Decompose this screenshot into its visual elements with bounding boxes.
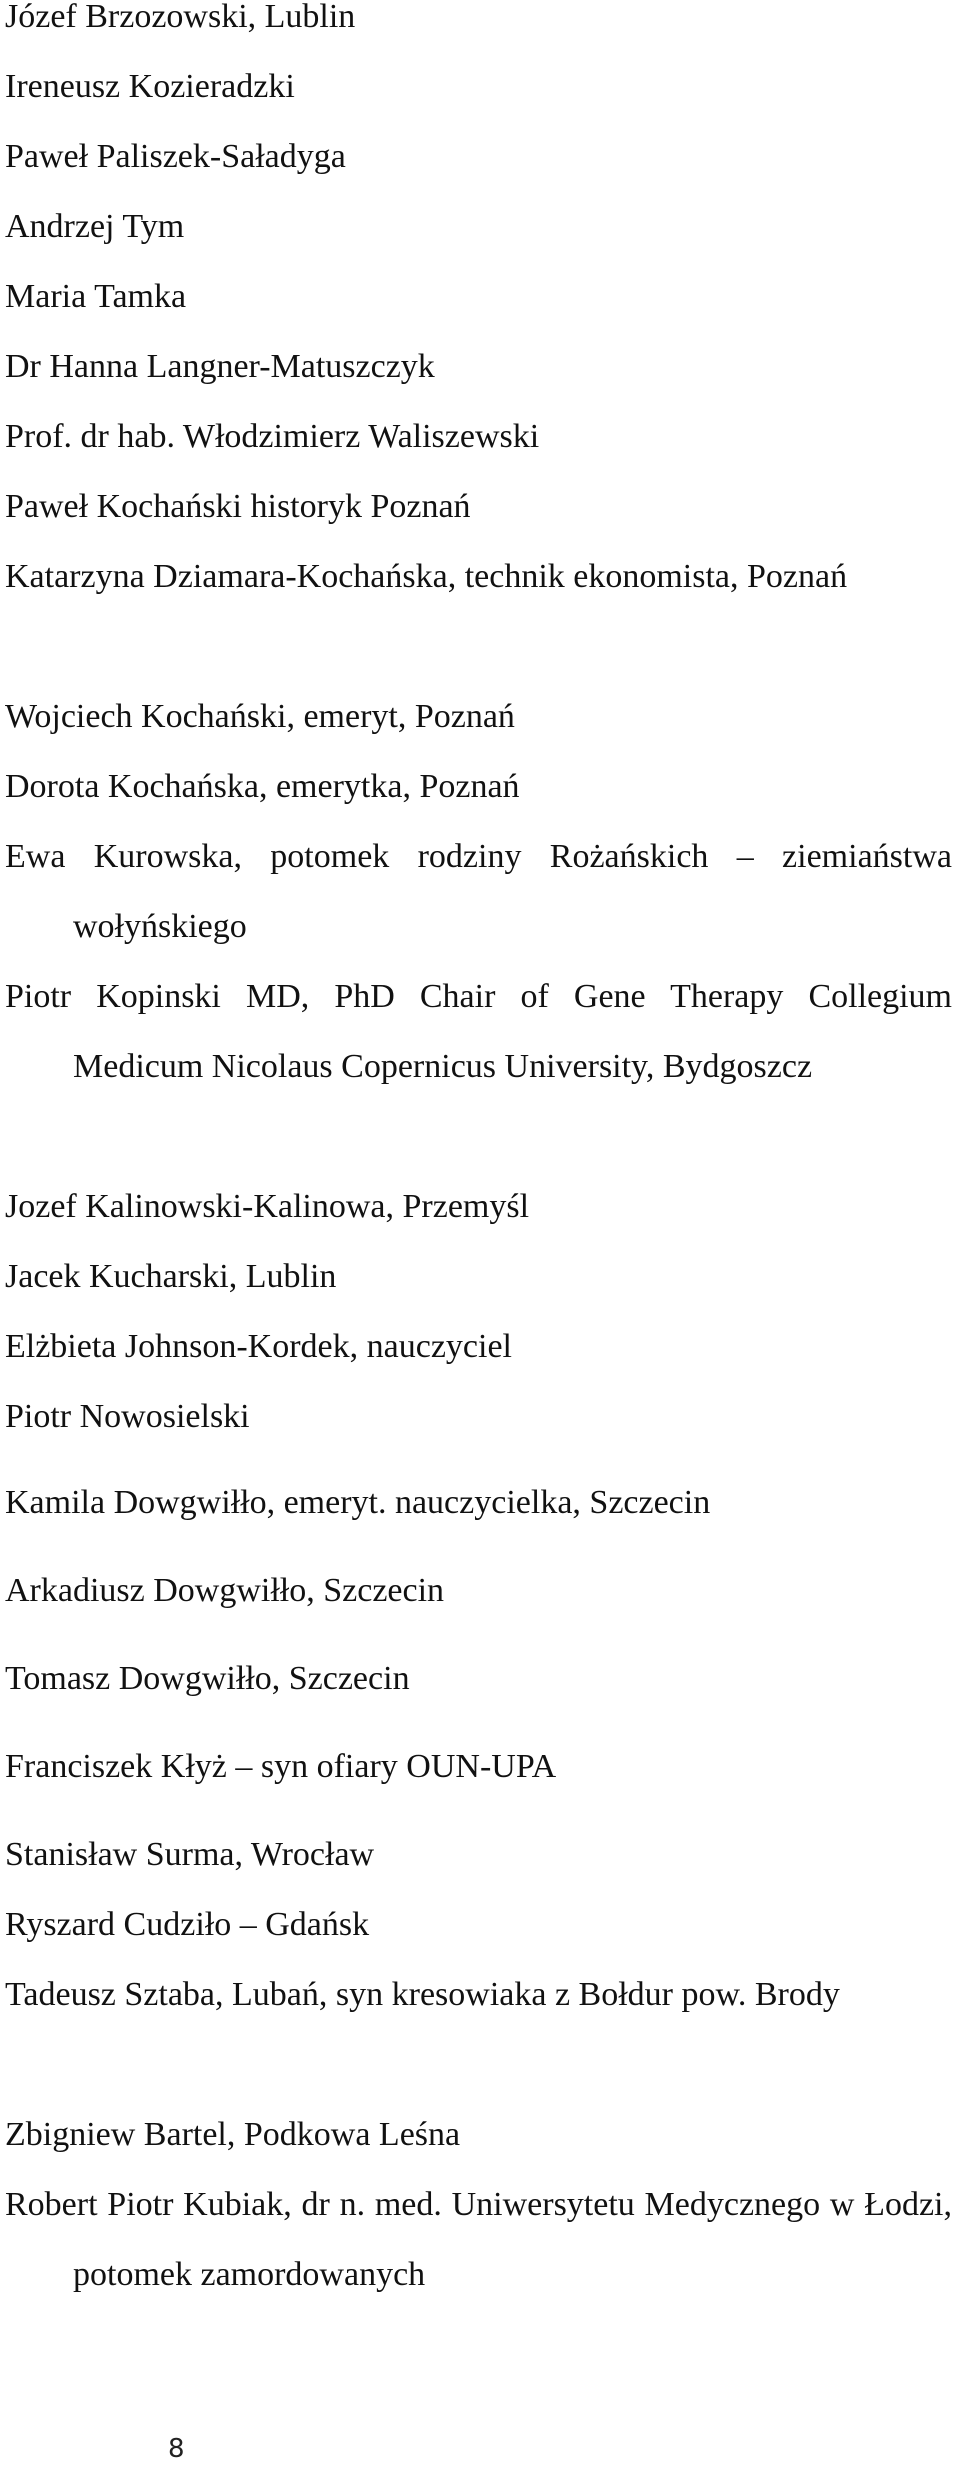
signatory-entry: Prof. dr hab. Włodzimierz Waliszewski [5, 418, 540, 455]
signatory-entry: Ryszard Cudziło – Gdańsk [5, 1906, 370, 1943]
signatory-entry: Piotr Kopinski MD, PhD Chair of Gene Therapy Collegium Medicum Nicolaus Copernicus University, Bydgoszcz [5, 978, 952, 1085]
signatory-entry: Jacek Kucharski, Lublin [5, 1258, 337, 1295]
signatory-entry: Andrzej Tym [5, 208, 185, 245]
page-number: 8 [168, 2434, 185, 2464]
signatory-entry: Piotr Nowosielski [5, 1398, 250, 1435]
signatory-entry: Tomasz Dowgwiłło, Szczecin [5, 1660, 410, 1697]
signatory-entry: Ireneusz Kozieradzki [5, 68, 295, 105]
signatory-entry: Dorota Kochańska, emerytka, Poznań [5, 768, 520, 805]
signatory-entry: Maria Tamka [5, 278, 187, 315]
signatory-entry: Arkadiusz Dowgwiłło, Szczecin [5, 1572, 445, 1609]
signatory-entry: Dr Hanna Langner-Matuszczyk [5, 348, 435, 385]
signatory-entry: Wojciech Kochański, emeryt, Poznań [5, 698, 515, 735]
signatory-entry: Jozef Kalinowski-Kalinowa, Przemyśl [5, 1188, 530, 1225]
signatory-entry: Zbigniew Bartel, Podkowa Leśna [5, 2116, 461, 2153]
signatory-entry: Józef Brzozowski, Lublin [5, 0, 356, 35]
signatory-entry: Robert Piotr Kubiak, dr n. med. Uniwersytetu Medycznego w Łodzi, potomek zamordowanych [5, 2186, 952, 2293]
signatory-entry: Franciszek Kłyż – syn ofiary OUN-UPA [5, 1748, 557, 1785]
signatory-entry: Kamila Dowgwiłło, emeryt. nauczycielka, Szczecin [5, 1484, 711, 1521]
signatory-entry: Stanisław Surma, Wrocław [5, 1836, 375, 1873]
signatory-entry: Paweł Paliszek-Saładyga [5, 138, 346, 175]
signatory-entry: Tadeusz Sztaba, Lubań, syn kresowiaka z Bołdur pow. Brody [5, 1976, 840, 2013]
signatory-entry: Ewa Kurowska, potomek rodziny Rożańskich – ziemiaństwa wołyńskiego [5, 838, 952, 945]
signatory-entry: Paweł Kochański historyk Poznań [5, 488, 471, 525]
signatory-entry: Elżbieta Johnson-Kordek, nauczyciel [5, 1328, 512, 1365]
signatory-entry: Katarzyna Dziamara-Kochańska, technik ekonomista, Poznań [5, 558, 848, 595]
